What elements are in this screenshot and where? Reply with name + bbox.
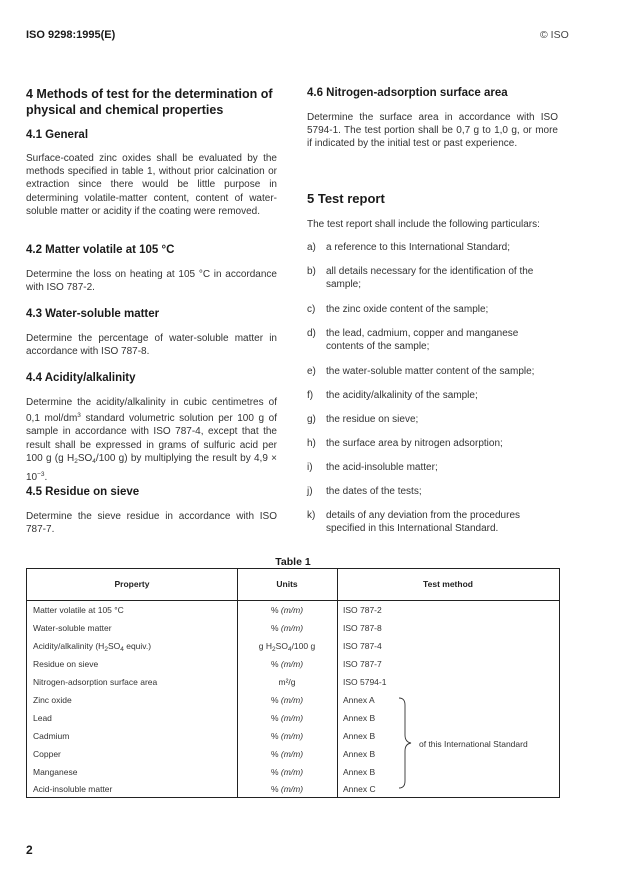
cell-property: Lead [33, 713, 52, 723]
cell-units: % (m/m) [270, 731, 304, 741]
cell-method: ISO 787-2 [343, 605, 382, 615]
cell-property: Water-soluble matter [33, 623, 112, 633]
section-4-4-text: Determine the acidity/alkalinity in cubic centimetres of 0,1 mol/$dm^3$ standard volumetric solution per 100 g of sample in accordance with ISO 787-4, except that the result shall be expressed in grams of sulfuric acid per 100 g (g $H_2SO_4/100$ g) by multiplying the result by $4,9 \times 10^{-3}$. [26, 397, 278, 484]
section-4-3-heading: 4.3 Water-soluble matter [26, 308, 160, 320]
list-item: b) all details necessary for the identification of the sample; [307, 266, 534, 291]
right-brace-icon [397, 697, 413, 789]
section-4-6-text: Determine the surface area in accordance with ISO 5794-1. The test portion shall be 0,7 g to 1,0 g, or more if indicated by the initial test or past experience. [307, 112, 558, 150]
list-item: c) the zinc oxide content of the sample; [307, 304, 489, 315]
cell-units: % (m/m) [270, 767, 304, 777]
copyright-mark: © ISO [540, 29, 569, 41]
section-4-1-text: Surface-coated zinc oxides shall be evaluated by the methods specified in table 1, without prior calcination or extraction since there would be little purpose in determining volatile-matter content, content of water-soluble matter or acidity if the coating were removed. [26, 153, 277, 217]
cell-units: % (m/m) [270, 749, 304, 759]
section-4-2-text: Determine the loss on heating at 105 °C in accordance with ISO 787-2. [26, 269, 277, 294]
cell-units: % (m/m) [270, 713, 304, 723]
cell-method: ISO 5794-1 [343, 677, 387, 687]
list-item: i) the acid-insoluble matter; [307, 462, 438, 473]
section-4-2-heading: 4.2 Matter volatile at 105 °C [26, 244, 175, 256]
cell-property: Copper [33, 749, 61, 759]
document-id: ISO 9298:1995(E) [26, 29, 116, 41]
cell-property: Nitrogen-adsorption surface area [33, 677, 158, 687]
section-4-5-heading: 4.5 Residue on sieve [26, 486, 140, 498]
section-4-5-text: Determine the sieve residue in accordance with ISO 787-7. [26, 511, 277, 536]
list-item: h) the surface area by nitrogen adsorption; [307, 438, 503, 449]
cell-property: Zinc oxide [33, 695, 72, 705]
properties-table [26, 568, 560, 798]
section-4-heading: 4 Methods of test for the determination of physical and chemical properties [26, 87, 273, 117]
cell-method: Annex B [343, 731, 376, 741]
cell-method: Annex B [343, 713, 376, 723]
section-5-intro: The test report shall include the following particulars: [307, 219, 540, 230]
cell-property: Residue on sieve [33, 659, 99, 669]
list-item: f) the acidity/alkalinity of the sample; [307, 390, 478, 401]
list-item: a) a reference to this International Standard; [307, 242, 511, 253]
list-item: g) the residue on sieve; [307, 414, 419, 425]
cell-units: % (m/m) [270, 784, 304, 794]
column-header-method: Test method [423, 579, 473, 589]
list-item: k) details of any deviation from the procedures specified in this International Standard. [307, 510, 520, 535]
cell-method: Annex B [343, 749, 376, 759]
cell-property: Manganese [33, 767, 78, 777]
cell-units: m²/g [278, 677, 296, 687]
cell-units: % (m/m) [270, 659, 304, 669]
column-header-units: Units [276, 579, 298, 589]
table-title: Table 1 [275, 556, 311, 568]
cell-method: ISO 787-7 [343, 659, 382, 669]
cell-property: Acid-insoluble matter [33, 784, 113, 794]
cell-property: Matter volatile at 105 °C [33, 605, 124, 615]
cell-units: g $H_2SO_4/100$ g [258, 641, 316, 653]
section-4-6-heading: 4.6 Nitrogen-adsorption surface area [307, 87, 508, 99]
section-4-4-heading: 4.4 Acidity/alkalinity [26, 372, 136, 384]
cell-property: Cadmium [33, 731, 70, 741]
header-divider [27, 600, 559, 601]
column-header-property: Property [114, 579, 150, 589]
cell-method: ISO 787-8 [343, 623, 382, 633]
cell-units: % (m/m) [270, 695, 304, 705]
section-5-heading: 5 Test report [307, 191, 385, 206]
section-4-3-text: Determine the percentage of water-soluble matter in accordance with ISO 787-8. [26, 333, 277, 358]
list-item: e) the water-soluble matter content of the sample; [307, 366, 535, 377]
cell-units: % (m/m) [270, 605, 304, 615]
section-4-1-heading: 4.1 General [26, 129, 89, 141]
list-item: j) the dates of the tests; [307, 486, 422, 497]
cell-method: Annex B [343, 767, 376, 777]
cell-property: Acidity/alkalinity ($H_2SO_4$ equiv.) [33, 641, 152, 653]
cell-units: % (m/m) [270, 623, 304, 633]
brace-note: of this International Standard [419, 739, 528, 749]
column-divider [337, 569, 338, 797]
cell-method: ISO 787-4 [343, 641, 382, 651]
cell-method: Annex C [343, 784, 376, 794]
cell-method: Annex A [343, 695, 375, 705]
page-number: 2 [26, 843, 33, 857]
list-item: d) the lead, cadmium, copper and manganese contents of the sample; [307, 328, 519, 353]
